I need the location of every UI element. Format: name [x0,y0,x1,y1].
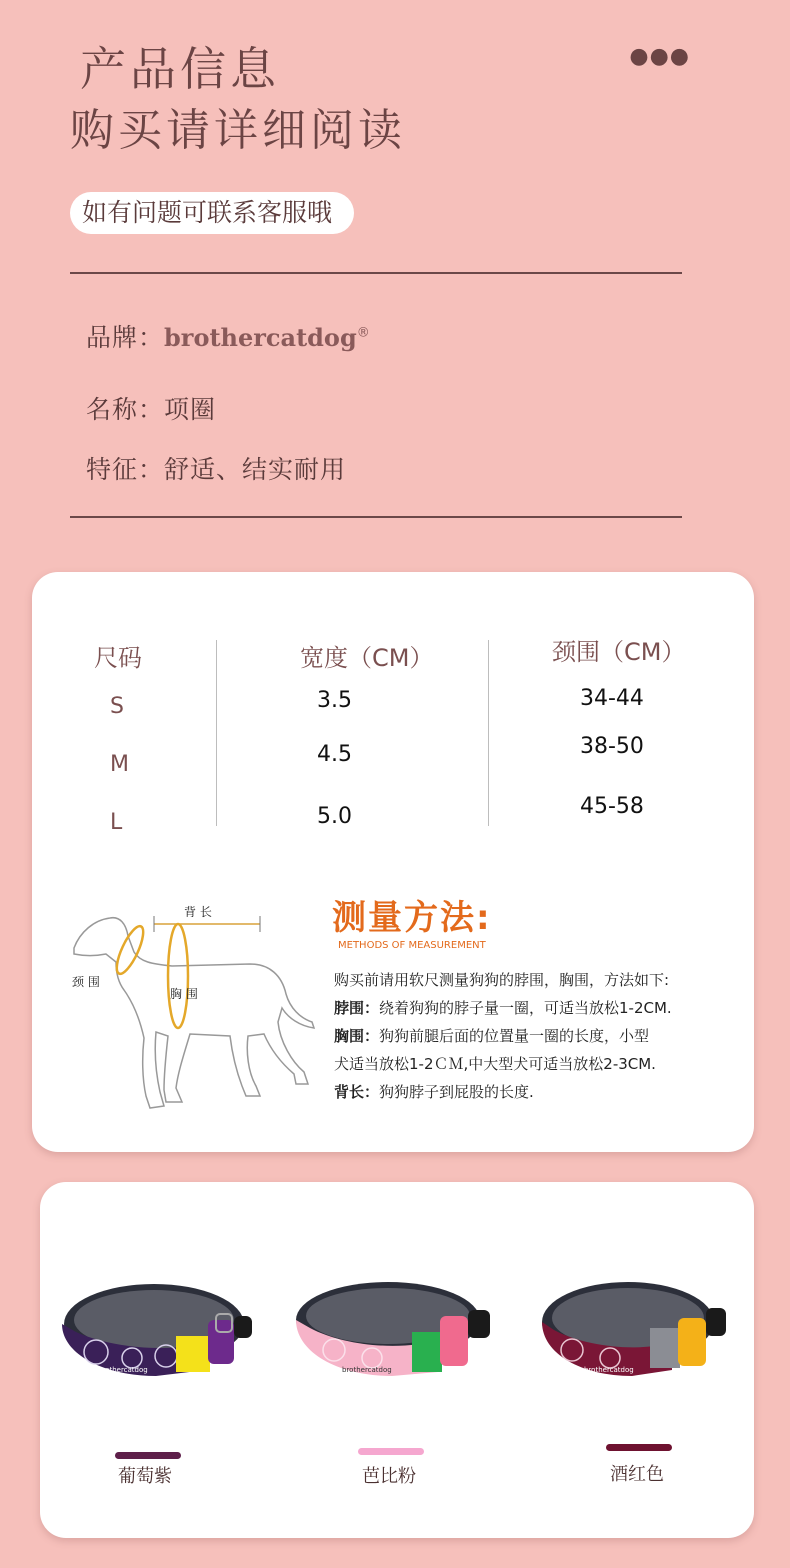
color-label-barbie-pink[interactable]: 芭比粉 [362,1466,416,1487]
color-label-grape-purple[interactable]: 葡萄紫 [118,1466,172,1487]
dog-measurement-diagram [60,902,330,1122]
header-width: 宽度（CM） [300,644,434,672]
page-subtitle: 购买请详细阅读 [70,105,406,156]
width-l: 5.0 [317,804,352,829]
dog-outline [74,918,314,1108]
brand-label: 品牌： [86,323,165,352]
name-value: 项圈 [164,395,217,424]
size-m: M [110,752,129,777]
header-size: 尺码 [94,644,142,672]
measurement-instructions [334,966,734,1106]
width-m: 4.5 [317,742,352,767]
collar-print-3: brothercatdog [584,1366,634,1374]
more-icon[interactable]: ●●● [629,44,690,69]
neck-label: 颈 围 [72,975,100,989]
measurement-subtitle: METHODS OF MEASUREMENT [338,940,486,951]
neck-m: 38-50 [580,734,644,759]
width-s: 3.5 [317,688,352,713]
registered-mark: ® [356,325,371,341]
chest-loop [168,924,188,1028]
size-s: S [110,694,124,719]
neck-loop [112,923,148,977]
collar-wine-red-image[interactable] [532,1272,738,1392]
column-divider-2 [488,640,489,826]
collar-print-1: brothercatdog [98,1366,148,1374]
divider-top [70,272,682,274]
chest-instruction-2: 犬适当放松1-2ＣＭ,中大型犬可适当放松2-3CM. [334,1055,656,1073]
feature-value: 舒适、结实耐用 [164,455,347,484]
header [70,38,406,162]
name-row [86,390,216,426]
neck-l: 45-58 [580,794,644,819]
feature-label: 特征： [86,455,165,484]
neck-s: 34-44 [580,686,644,711]
color-options-card [40,1182,754,1538]
measurement-title: 测量方法: [332,898,492,938]
collar-barbie-pink-image[interactable] [288,1272,510,1392]
brand-logo-text: brothercatdog [164,323,357,352]
swatch-barbie-pink [358,1448,424,1455]
color-label-wine-red[interactable]: 酒红色 [610,1464,664,1485]
swatch-grape-purple [115,1452,181,1459]
collar-print-2: brothercatdog [342,1366,392,1374]
back-length-label: 背 长 [184,905,212,919]
swatch-wine-red [606,1444,672,1451]
feature-row [86,450,346,486]
back-instruction: 背长：狗狗脖子到屁股的长度. [334,1083,534,1101]
name-label: 名称： [86,395,165,424]
size-chart-card [32,572,754,1152]
chest-instruction: 胸围：狗狗前腿后面的位置量一圈的长度，小型 [334,1027,650,1045]
size-l: L [110,810,123,835]
column-divider-1 [216,640,217,826]
contact-pill: 如有问题可联系客服哦 [70,192,354,234]
page-title: 产品信息 [80,42,280,96]
chest-label: 胸 围 [170,987,198,1001]
collar-grape-purple-image[interactable] [56,1272,266,1392]
neck-instruction: 脖围：绕着狗狗的脖子量一圈，可适当放松1-2CM. [334,999,672,1017]
brand-row [86,318,371,354]
divider-bottom [70,516,682,518]
measurement-intro: 购买前请用软尺测量狗狗的脖围，胸围，方法如下: [334,971,670,989]
header-neck: 颈围（CM） [552,638,686,666]
